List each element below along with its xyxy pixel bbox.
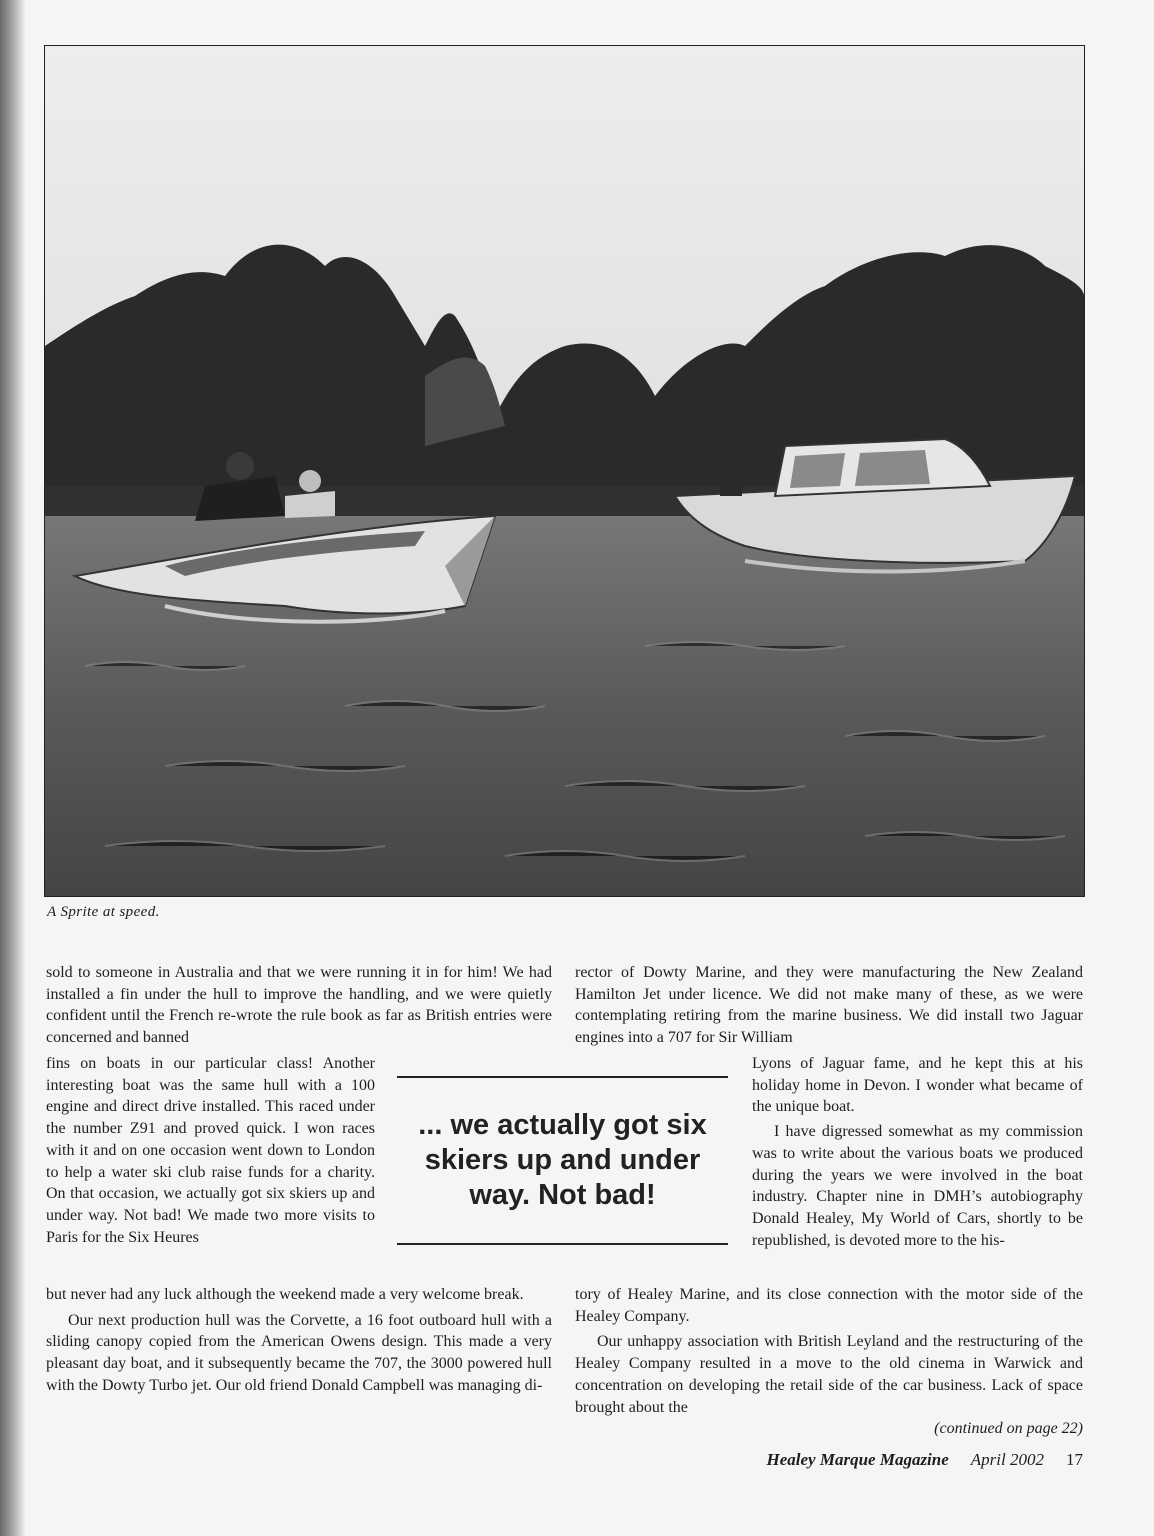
page-footer xyxy=(767,1450,1083,1470)
binding-edge xyxy=(0,0,26,1536)
right-column-top xyxy=(575,962,1083,1049)
left-paragraph-wrap: fins on boats in our particular class! Another interesting boat was the same hull with a 100 engine and direct drive installed. This raced under the number Z91 and proved quick. I won races with it and on one occasion went down to London to help a water ski club raise funds for a charity. On that occasion, we actually got six skiers up and under way. Not bad! We made two more visits to Paris for the Six Heures xyxy=(46,1055,375,1246)
magazine-name: Healey Marque Magazine xyxy=(766,1450,949,1469)
left-column-bottom xyxy=(46,1284,552,1397)
right-paragraph-wrap-1: Lyons of Jaguar fame, and he kept this at his holiday home in Devon. I wonder what became of the unique boat. xyxy=(752,1055,1083,1116)
left-paragraph-2: Our next production hull was the Corvette, a 16 foot outboard hull with a sliding canopy copied from the American Owens design. This made a very pleasant day boat, and it subsequently became the 707, the 3000 powered hull with the Dowty Turbo jet. Our old friend Donald Campbell was managing di- xyxy=(46,1311,552,1394)
right-column-bottom xyxy=(575,1284,1083,1440)
boat-photo-illustration xyxy=(45,46,1084,896)
left-paragraph-top: sold to someone in Australia and that we were running it in for him! We had installed a fin under the hull to improve the handling, and we were quietly confident until the French re-wrote the rule book as far as British entries were concerned and banned xyxy=(46,964,552,1047)
issue-date: April 2002 xyxy=(970,1450,1044,1469)
right-paragraph-3: Our unhappy association with British Leyland and the restructuring of the Healey Company resulted in a move to the old cinema in Warwick and concentration on developing the retail side of the car business. Lack of space brought about the xyxy=(575,1333,1083,1416)
page-number: 17 xyxy=(1066,1450,1083,1469)
right-paragraph-bottom: tory of Healey Marine, and its close connection with the motor side of the Healey Company. xyxy=(575,1286,1083,1325)
photo-caption: A Sprite at speed. xyxy=(47,904,160,920)
right-paragraph-top: rector of Dowty Marine, and they were manufacturing the New Zealand Hamilton Jet under licence. We did not make many of these, as we were contemplating retiring from the marine business. We did install two Jaguar engines into a 707 for Sir William xyxy=(575,964,1083,1047)
continued-note: (continued on page 22) xyxy=(934,1420,1083,1438)
right-paragraph-wrap-2: I have digressed somewhat as my commission was to write about the various boats we produced during the years we were involved in the boat industry. Chapter nine in DMH’s autobiography Donald Healey, My World of Cars, shortly to be republished, is devoted more to the his- xyxy=(752,1123,1083,1249)
left-column-wrap xyxy=(46,1053,375,1248)
boat-photo xyxy=(44,45,1085,897)
pull-quote-text: ... we actually got six skiers up and under way. Not bad! xyxy=(418,1109,707,1211)
left-column-top xyxy=(46,962,552,1049)
pull-quote xyxy=(397,1076,728,1245)
left-paragraph-bottom: but never had any luck although the weekend made a very welcome break. xyxy=(46,1286,524,1303)
right-column-wrap xyxy=(752,1053,1083,1251)
